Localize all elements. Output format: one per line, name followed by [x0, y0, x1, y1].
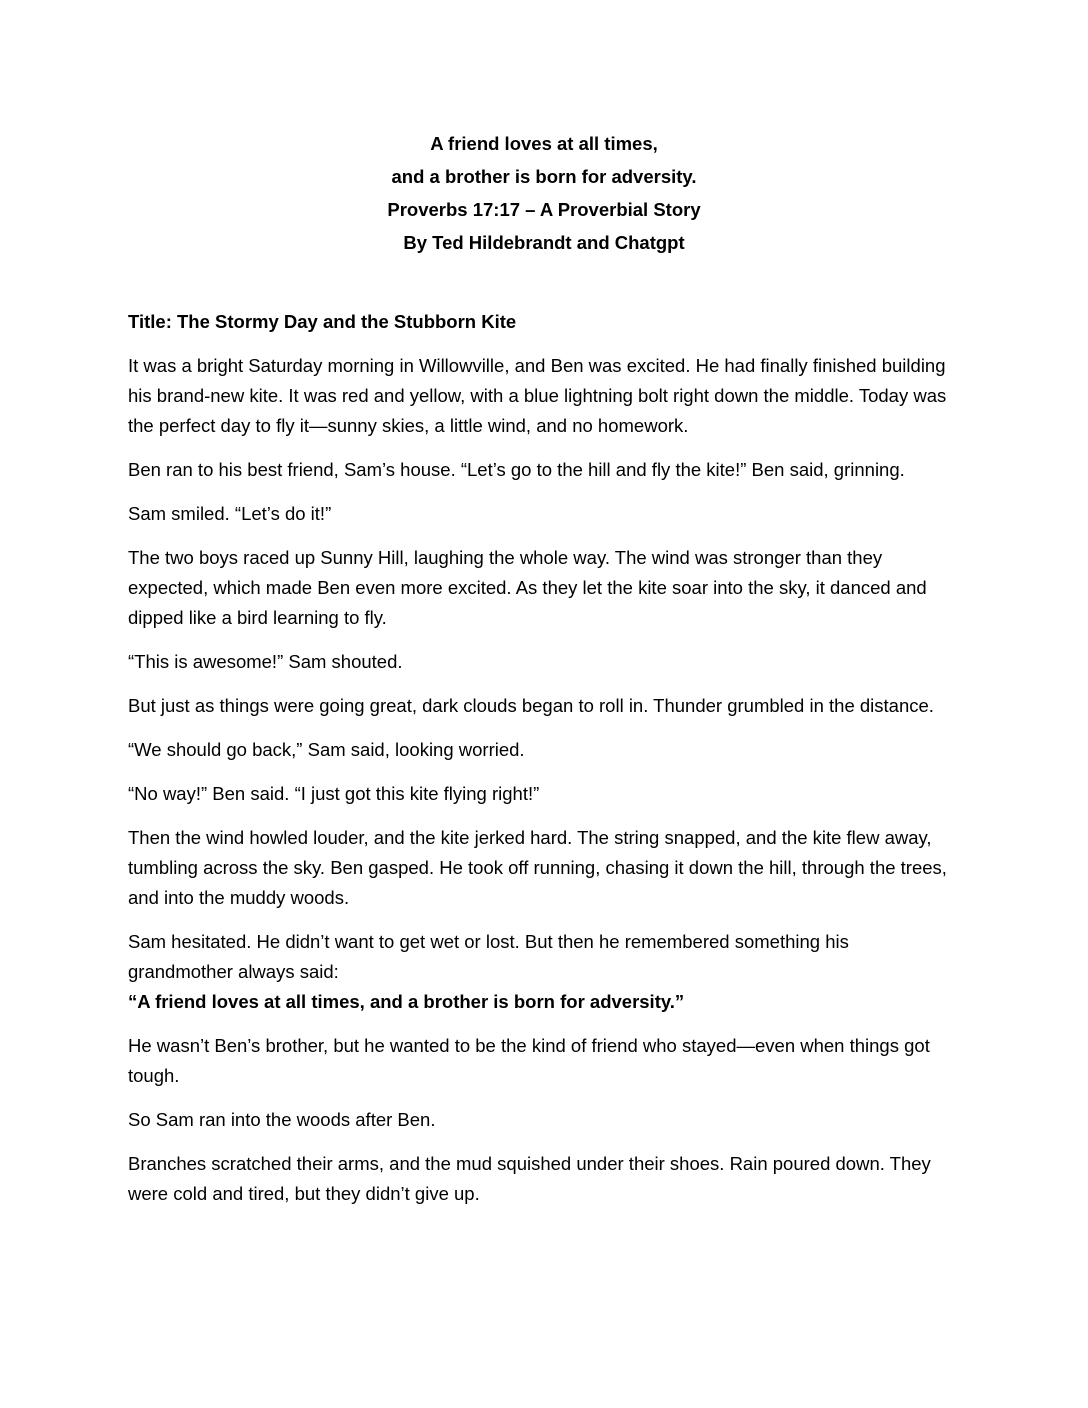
story-paragraph: “No way!” Ben said. “I just got this kite flying right!” — [128, 783, 540, 804]
story-body — [128, 307, 958, 1223]
story-paragraph: Then the wind howled louder, and the kite jerked hard. The string snapped, and the kite flew away, tumbling across the sky. Ben gasped. He took off running, chasing it down the hill, through the trees, and into the muddy woods. — [128, 827, 947, 908]
story-paragraph: “We should go back,” Sam said, looking worried. — [128, 739, 525, 760]
story-paragraph: But just as things were going great, dark clouds began to roll in. Thunder grumbled in the distance. — [128, 695, 934, 716]
header-line-2: and a brother is born for adversity. — [391, 166, 697, 187]
header-line-4: By Ted Hildebrandt and Chatgpt — [403, 232, 685, 253]
story-paragraph: The two boys raced up Sunny Hill, laughing the whole way. The wind was stronger than they expected, which made Ben even more excited. As they let the kite soar into the sky, it danced and dipped like a bird learning to fly. — [128, 547, 927, 628]
story-paragraph: Sam hesitated. He didn’t want to get wet or lost. But then he remembered something his grandmother always said: — [128, 931, 849, 982]
story-title: Title: The Stormy Day and the Stubborn Kite — [128, 311, 517, 332]
story-paragraph: Branches scratched their arms, and the mud squished under their shoes. Rain poured down. They were cold and tired, but they didn’t give up. — [128, 1153, 931, 1204]
header-line-3: Proverbs 17:17 – A Proverbial Story — [387, 199, 701, 220]
document-header — [0, 127, 1088, 259]
story-paragraph: Sam smiled. “Let’s do it!” — [128, 503, 332, 524]
story-paragraph: It was a bright Saturday morning in Willowville, and Ben was excited. He had finally finished building his brand-new kite. It was red and yellow, with a blue lightning bolt right down the middle. Today was the perfect day to fly it—sunny skies, a little wind, and no homework. — [128, 355, 947, 436]
story-quote: “A friend loves at all times, and a brother is born for adversity.” — [128, 991, 685, 1012]
story-paragraph: “This is awesome!” Sam shouted. — [128, 651, 403, 672]
story-paragraph: So Sam ran into the woods after Ben. — [128, 1109, 436, 1130]
header-line-1: A friend loves at all times, — [430, 133, 658, 154]
story-paragraph: He wasn’t Ben’s brother, but he wanted to be the kind of friend who stayed—even when things got tough. — [128, 1035, 930, 1086]
story-paragraph: Ben ran to his best friend, Sam’s house. “Let’s go to the hill and fly the kite!” Ben said, grinning. — [128, 459, 905, 480]
